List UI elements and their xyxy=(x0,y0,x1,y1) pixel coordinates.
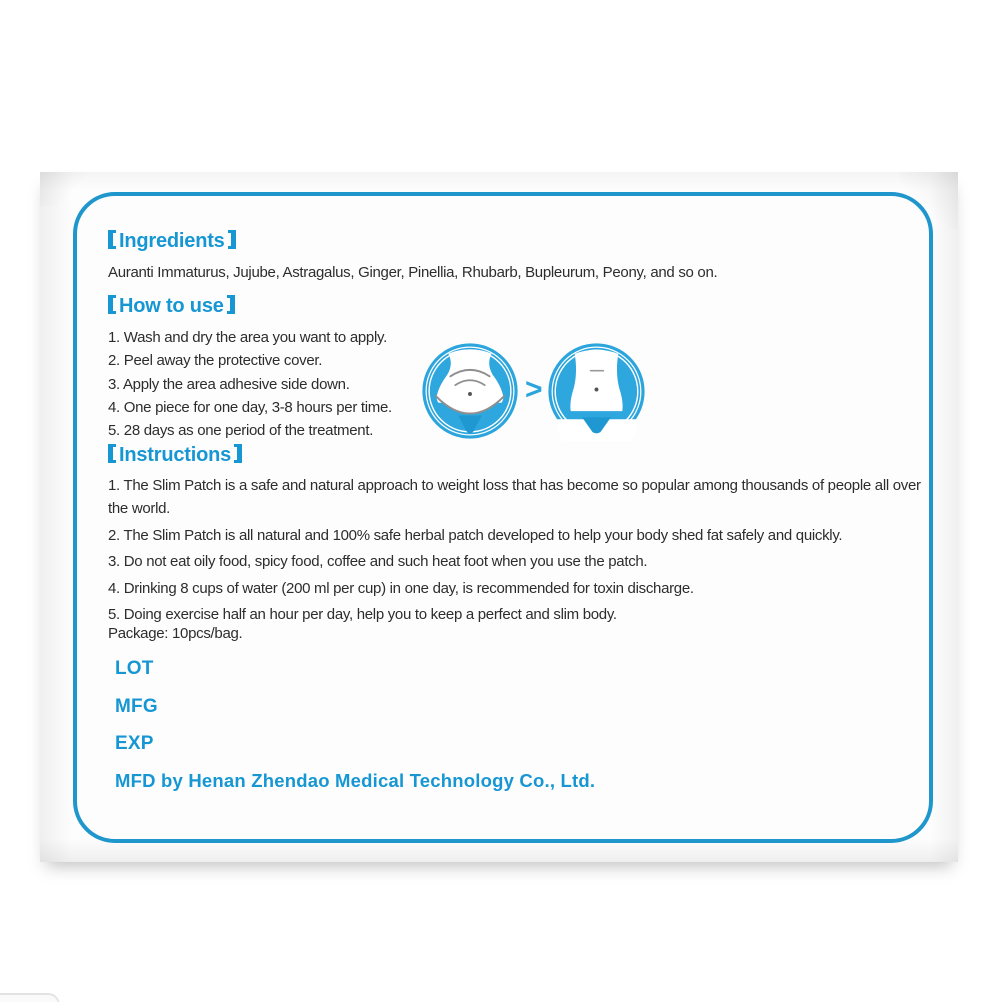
instruction-item: 1. The Slim Patch is a safe and natural approach to weight loss that has become so popular among thousands of people all over the world. xyxy=(108,477,921,517)
lot-field: LOT xyxy=(115,658,154,679)
how-to-use-step: 5. 28 days as one period of the treatment. xyxy=(108,422,374,440)
instruction-item: 5. Doing exercise half an hour per day, help you to keep a perfect and slim body. xyxy=(108,606,617,623)
how-to-use-title-text: How to use xyxy=(119,295,224,317)
greater-than-separator: > xyxy=(525,373,543,406)
instructions-list xyxy=(108,474,932,630)
ingredients-text: Auranti Immaturus, Jujube, Astragalus, Ginger, Pinellia, Rhubarb, Bupleurum, Peony, and so on. xyxy=(108,264,718,281)
manufacturer-line: MFD by Henan Zhendao Medical Technology Co., Ltd. xyxy=(115,770,596,791)
bracket-left-icon xyxy=(108,444,116,463)
how-to-use-step: 2. Peel away the protective cover. xyxy=(108,352,323,370)
how-to-use-steps xyxy=(108,326,468,442)
mfg-field: MFG xyxy=(115,696,158,717)
navel-dot xyxy=(595,388,599,392)
bracket-right-icon xyxy=(228,230,236,249)
bracket-left-icon xyxy=(108,230,116,249)
bracket-right-icon xyxy=(234,444,242,463)
adjacent-card-corner xyxy=(0,993,60,1002)
package-info: Package: 10pcs/bag. xyxy=(108,625,243,642)
ingredients-title xyxy=(108,230,236,252)
how-to-use-step: 4. One piece for one day, 3-8 hours per time. xyxy=(108,398,392,416)
instruction-item: 2. The Slim Patch is all natural and 100% safe herbal patch developed to help your body shed fat safely and quickly. xyxy=(108,526,843,544)
bracket-right-icon xyxy=(227,295,235,314)
instruction-item: 3. Do not eat oily food, spicy food, coffee and such heat foot when you use the patch. xyxy=(108,553,648,570)
bracket-left-icon xyxy=(108,295,116,314)
navel-dot xyxy=(468,392,472,396)
instructions-title-text: Instructions xyxy=(119,444,232,466)
how-to-use-title xyxy=(108,295,235,317)
instruction-item: 4. Drinking 8 cups of water (200 ml per cup) in one day, is recommended for toxin discharge. xyxy=(108,579,694,597)
how-to-use-step: 1. Wash and dry the area you want to apply. xyxy=(108,329,387,346)
slim-belly-icon xyxy=(547,342,646,441)
pouch-fold-top-left xyxy=(40,172,95,206)
fat-belly-icon xyxy=(421,342,519,440)
ingredients-title-text: Ingredients xyxy=(119,230,225,252)
exp-field: EXP xyxy=(115,733,154,754)
how-to-use-step: 3. Apply the area adhesive side down. xyxy=(108,375,350,393)
instructions-title xyxy=(108,444,242,466)
